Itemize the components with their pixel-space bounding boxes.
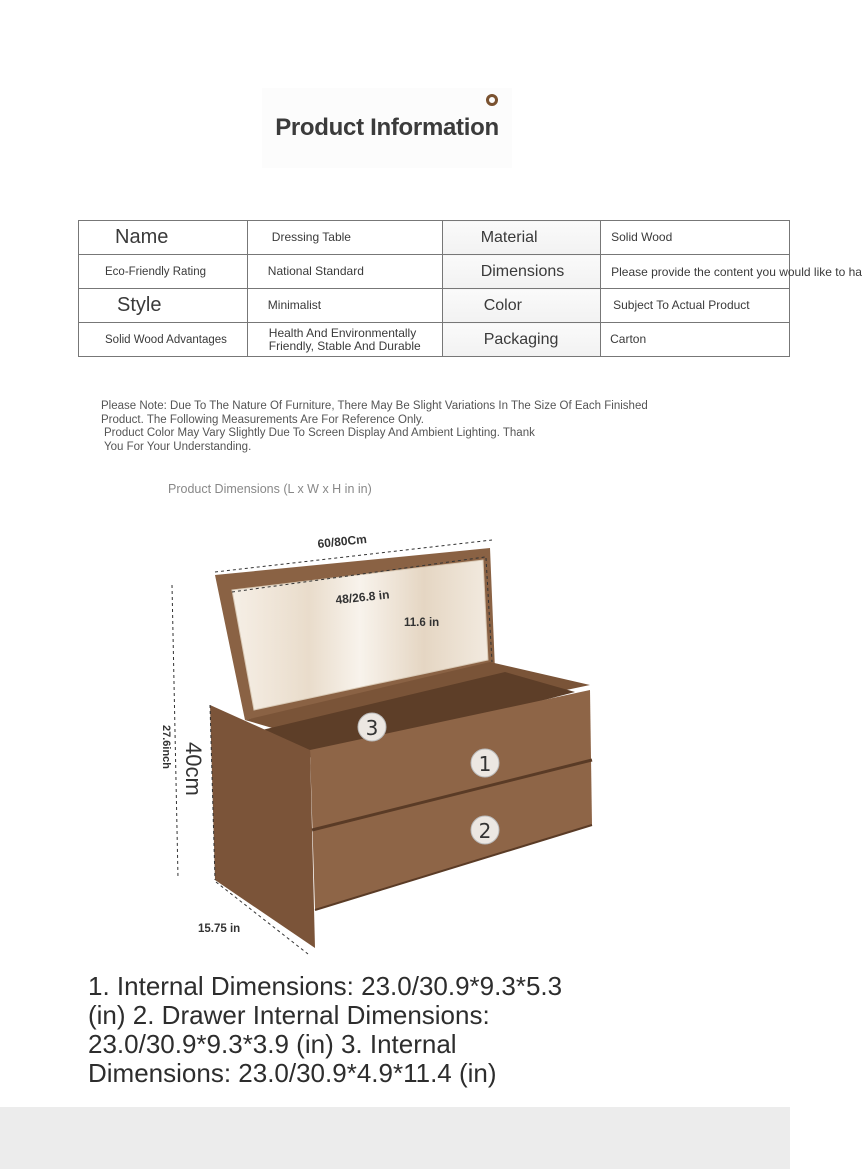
note-line: You For Your Understanding. <box>104 440 252 453</box>
note-line: Product. The Following Measurements Are For Reference Only. <box>101 413 424 426</box>
height-inch-label: 27.6inch <box>160 725 172 770</box>
label-solid-wood-advantages: Solid Wood Advantages <box>79 323 248 357</box>
value-packaging: Carton <box>601 323 790 357</box>
marker-1 <box>471 749 499 777</box>
value-style: Minimalist <box>247 289 442 323</box>
label-style: Style <box>79 289 248 323</box>
label-material: Material <box>442 221 600 255</box>
mirror-width-label: 48/26.8 in <box>334 587 391 607</box>
marker-3-label: 3 <box>365 716 379 740</box>
table-row <box>79 323 790 357</box>
product-dimension-diagram <box>150 520 610 965</box>
value-color: Subject To Actual Product <box>601 289 790 323</box>
value-dimensions <box>601 255 862 289</box>
table-row <box>79 255 790 289</box>
label-name: Name <box>79 221 248 255</box>
marker-2-label: 2 <box>478 819 492 843</box>
note-line: Please Note: Due To The Nature Of Furniture, There May Be Slight Variations In The Size Of Each Finished <box>101 400 648 412</box>
value-dimensions-text: Please provide the content you would like to ha <box>611 265 862 279</box>
page-title: Product Information <box>275 114 499 141</box>
label-eco-rating: Eco-Friendly Rating <box>79 255 248 289</box>
ring-icon <box>486 94 498 106</box>
value-material: Solid Wood <box>601 221 790 255</box>
width-label: 60/80Cm <box>316 531 368 551</box>
title-banner <box>262 88 512 168</box>
table-row <box>79 289 790 323</box>
marker-1-label: 1 <box>478 752 492 776</box>
table-row <box>79 221 790 255</box>
label-color: Color <box>442 289 600 323</box>
product-info-table <box>78 220 862 357</box>
footer-band <box>0 1107 790 1169</box>
mirror-height-label: 11.6 in <box>404 617 440 629</box>
label-packaging: Packaging <box>442 323 600 357</box>
depth-label: 15.75 in <box>198 923 241 935</box>
disclaimer-note <box>101 400 691 454</box>
dimensions-caption: Product Dimensions (L x W x H in in) <box>168 482 372 496</box>
internal-dimensions-text: 1. Internal Dimensions: 23.0/30.9*9.3*5.3 (in) 2. Drawer Internal Dimensions: 23.0/30.9*9.3*3.9 (in) 3. Internal Dimensions: 23.0/30.9*4.9*11.4 (in) <box>88 971 563 1088</box>
value-eco-rating: National Standard <box>247 255 442 289</box>
value-solid-wood-advantages: Health And Environmentally Friendly, Stable And Durable <box>247 323 442 357</box>
height-cm-label: 40cm <box>181 742 206 796</box>
value-name: Dressing Table <box>247 221 442 255</box>
label-dimensions: Dimensions <box>442 255 600 289</box>
marker-2 <box>471 816 499 844</box>
marker-3 <box>358 713 386 741</box>
note-line: Product Color May Vary Slightly Due To Screen Display And Ambient Lighting. Thank <box>104 427 535 439</box>
